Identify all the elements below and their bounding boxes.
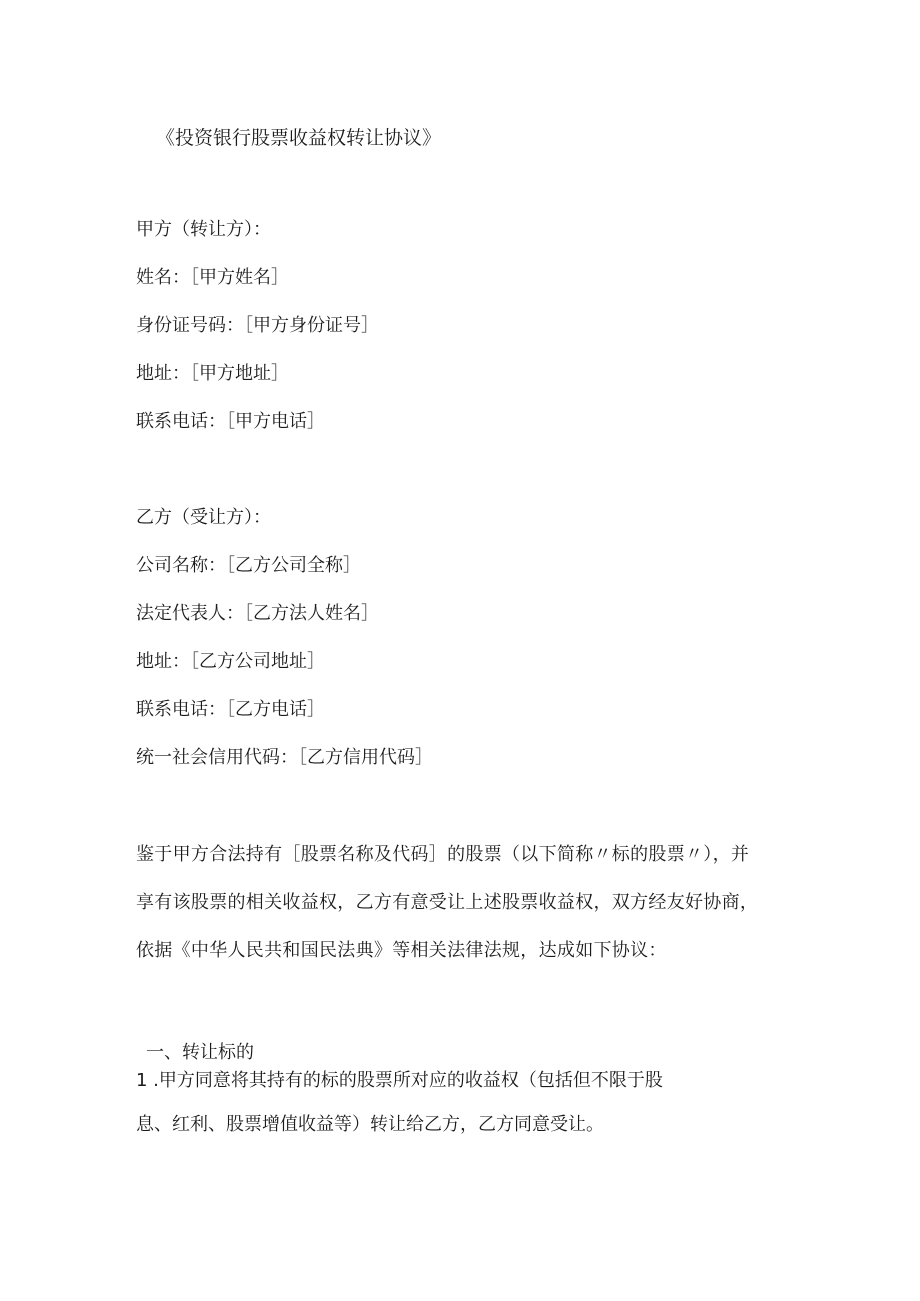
preamble-line-3: 依据《中华人民共和国民法典》等相关法律法规，达成如下协议：	[136, 940, 667, 961]
party-a-name: 姓名：［甲方姓名］	[136, 267, 289, 288]
party-a-address: 地址：［甲方地址］	[136, 363, 289, 384]
clause-1-line-2: 息、红利、股票增值收益等）转让给乙方，乙方同意受让。	[136, 1114, 604, 1135]
party-b-heading: 乙方（受让方）：	[136, 507, 271, 528]
document-title: 《投资银行股票收益权转让协议》	[156, 127, 442, 149]
party-b-phone: 联系电话：［乙方电话］	[136, 699, 325, 720]
preamble-line-2: 享有该股票的相关收益权，乙方有意受让上述股票收益权，双方经友好协商，	[136, 892, 759, 913]
section-1-heading: 一、转让标的	[146, 1042, 254, 1063]
party-b-address: 地址：［乙方公司地址］	[136, 651, 325, 672]
party-a-heading: 甲方（转让方）：	[136, 219, 271, 240]
party-a-id-number: 身份证号码：［甲方身份证号］	[136, 315, 379, 336]
party-b-company: 公司名称：［乙方公司全称］	[136, 555, 361, 576]
party-a-phone: 联系电话：［甲方电话］	[136, 411, 325, 432]
party-b-legal-rep: 法定代表人：［乙方法人姓名］	[136, 603, 379, 624]
clause-1-line-1: 1 .甲方同意将其持有的标的股票所对应的收益权（包括但不限于股	[136, 1070, 663, 1091]
preamble-line-1: 鉴于甲方合法持有［股票名称及代码］的股票（以下简称〃标的股票〃），并	[136, 844, 750, 865]
party-b-credit-code: 统一社会信用代码：［乙方信用代码］	[136, 747, 433, 768]
